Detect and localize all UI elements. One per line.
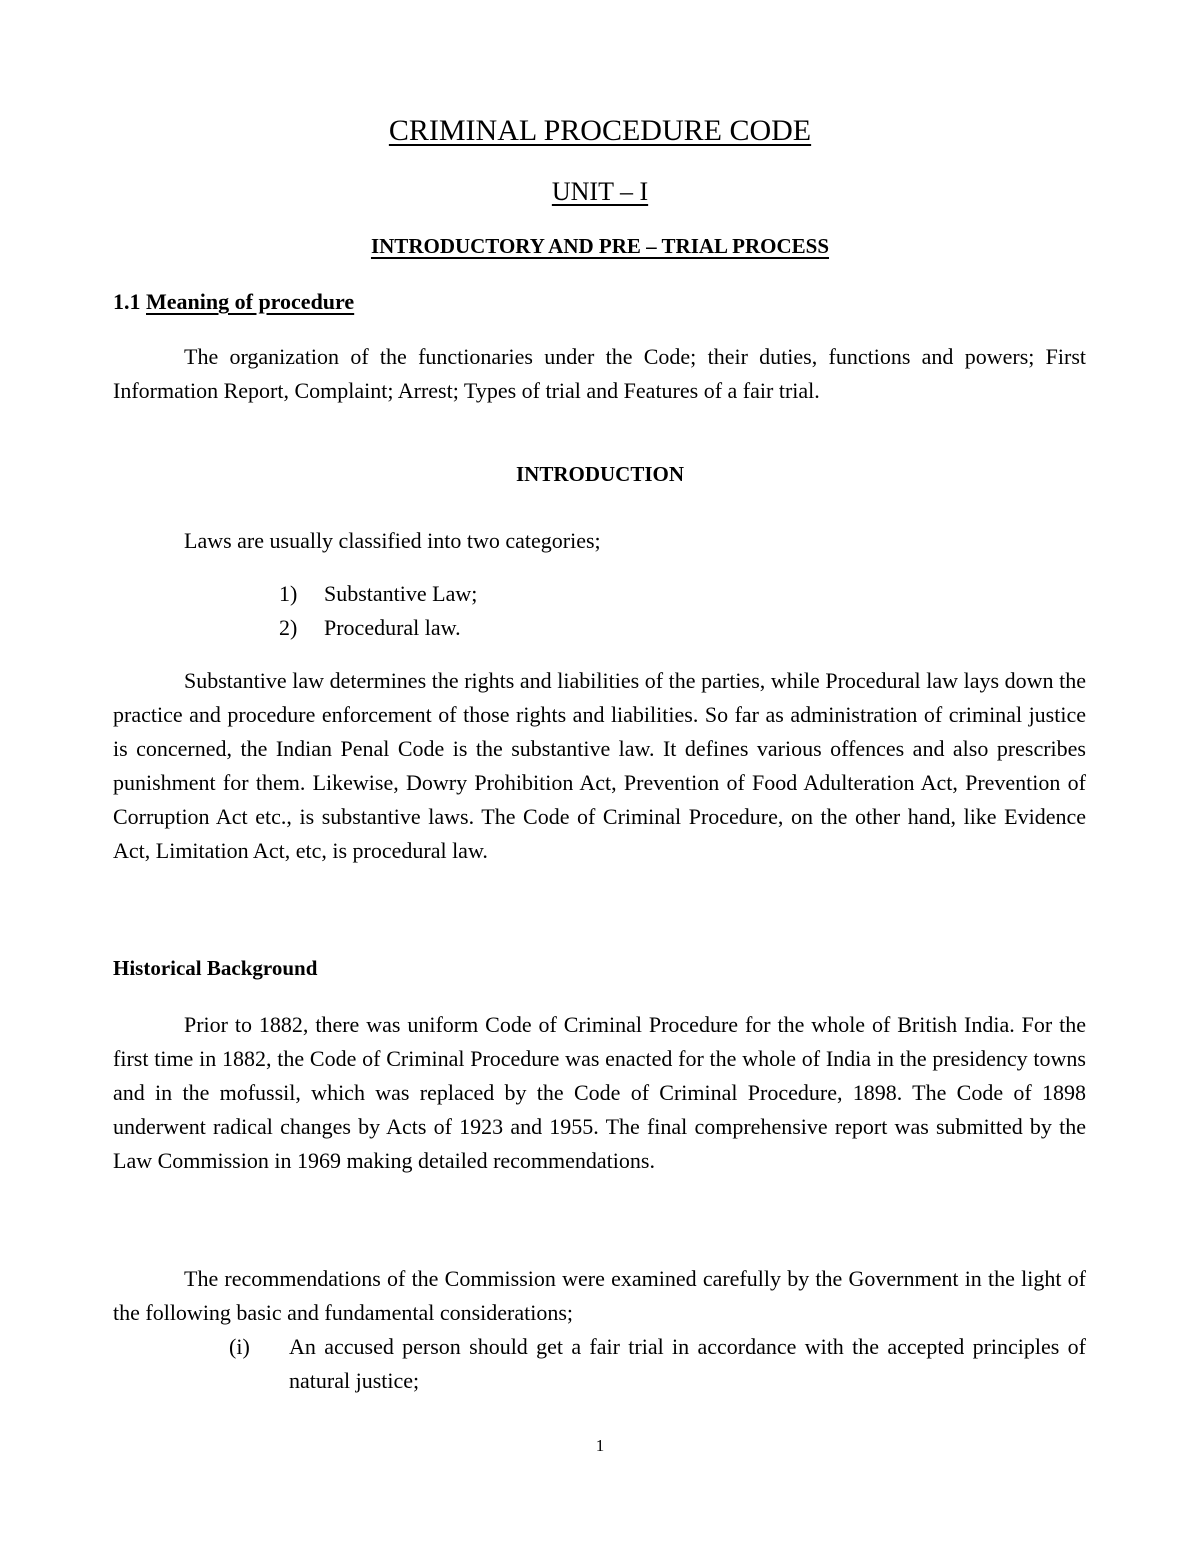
list-item [229,1330,1086,1398]
page-number: 1 [595,1436,605,1455]
recommendations-paragraph: The recommendations of the Commission were examined carefully by the Government in the light of the following basic and fundamental considerations; [113,1266,1086,1325]
list-item-text: Procedural law. [324,615,461,640]
list-item-number: 1) [279,581,298,606]
list-item-text: An accused person should get a fair trial in accordance with the accepted principles of natural justice; [289,1334,1086,1393]
substantive-law-paragraph: Substantive law determines the rights and liabilities of the parties, while Procedural law lays down the practice and procedure enforcement of those rights and liabilities. So far as administration of criminal justice is concerned, the Indian Penal Code is the substantive law. It defines various offences and also prescribes punishment for them. Likewise, Dowry Prohibition Act, Prevention of Food Adulteration Act, Prevention of Corruption Act etc., is substantive laws. The Code of Criminal Procedure, on the other hand, like Evidence Act, Limitation Act, etc, is procedural law. [113,668,1086,863]
section-name: Meaning of procedure [146,289,355,314]
historical-paragraph: Prior to 1882, there was uniform Code of Criminal Procedure for the whole of British India. For the first time in 1882, the Code of Criminal Procedure was enacted for the whole of India in the presidency towns and in the mofussil, which was replaced by the Code of Criminal Procedure, 1898. The Code of 1898 underwent radical changes by Acts of 1923 and 1955. The final comprehensive report was submitted by the Law Commission in 1969 making detailed recommendations. [113,1012,1086,1173]
laws-classification-line: Laws are usually classified into two categories; [184,528,601,553]
introduction-heading: INTRODUCTION [515,462,685,486]
list-item-number: (i) [229,1334,250,1359]
list-item [279,615,461,641]
list-item [279,581,477,607]
unit-title: UNIT – I [551,177,649,206]
document-title: CRIMINAL PROCEDURE CODE [388,114,812,147]
section-heading [113,289,354,315]
section-number: 1.1 [113,289,141,314]
list-item-text: Substantive Law; [324,581,478,606]
unit-subtitle: INTRODUCTORY AND PRE – TRIAL PROCESS [370,234,830,258]
list-item-number: 2) [279,615,298,640]
historical-background-heading: Historical Background [113,956,318,980]
meaning-paragraph: The organization of the functionaries under the Code; their duties, functions and powers; First Information Report, Complaint; Arrest; Types of trial and Features of a fair trial. [113,344,1086,403]
